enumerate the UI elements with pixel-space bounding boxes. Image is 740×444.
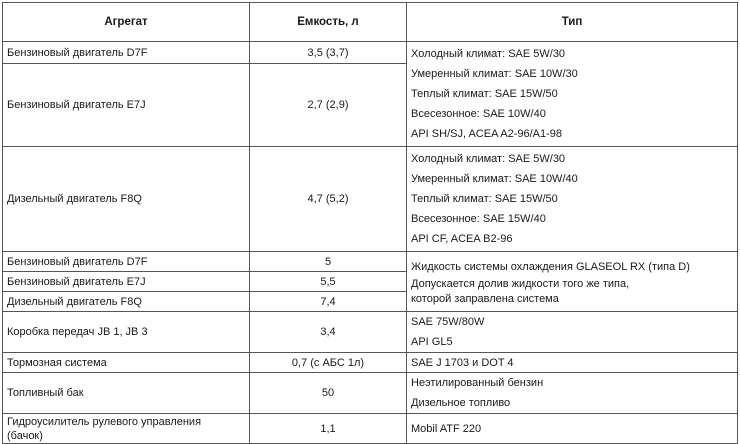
- table-row: [3, 252, 738, 272]
- type-cell-brakes: SAE J 1703 и DOT 4: [407, 353, 738, 373]
- unit-cell: Бензиновый двигатель E7J: [3, 64, 250, 147]
- capacity-cell: 3,4: [250, 312, 407, 353]
- type-line: Умеренный климат: SAE 10W/40: [411, 173, 578, 185]
- unit-cell: Тормозная система: [3, 353, 250, 373]
- capacity-cell: 5,5: [250, 272, 407, 292]
- unit-line: Гидроусилитель рулевого управления: [7, 415, 202, 428]
- capacity-cell: 2,7 (2,9): [250, 64, 407, 147]
- unit-cell: Коробка передач JB 1, JB 3: [3, 312, 250, 353]
- capacity-cell: 4,7 (5,2): [250, 147, 407, 252]
- type-line: Теплый климат: SAE 15W/50: [411, 193, 558, 205]
- unit-cell: Топливный бак: [3, 373, 250, 414]
- type-line: SAE 75W/80W: [411, 316, 485, 328]
- capacity-cell: 0,7 (с АБС 1л): [250, 353, 407, 373]
- type-cell-coolant: [407, 252, 738, 312]
- type-line: API CF, ACEA B2-96: [411, 233, 513, 245]
- type-line: Дизельное топливо: [411, 397, 511, 409]
- type-line: Всесезонное: SAE 10W/40: [411, 108, 546, 120]
- type-line: Жидкость системы охлаждения GLASEOL RX (типа D): [411, 260, 690, 273]
- table-row: [3, 414, 738, 444]
- unit-line: (бачок): [7, 429, 43, 442]
- unit-cell: [3, 414, 250, 444]
- unit-cell: Бензиновый двигатель D7F: [3, 252, 250, 272]
- table-row: [3, 312, 738, 353]
- capacity-cell: 1,1: [250, 414, 407, 444]
- type-line: Умеренный климат: SAE 10W/30: [411, 68, 578, 80]
- type-cell-fuel: [407, 373, 738, 414]
- unit-cell: Бензиновый двигатель E7J: [3, 272, 250, 292]
- type-cell-diesel-oil: [407, 147, 738, 252]
- table-row: [3, 147, 738, 252]
- type-line: Теплый климат: SAE 15W/50: [411, 88, 558, 100]
- type-line: API GL5: [411, 336, 453, 348]
- capacity-cell: 5: [250, 252, 407, 272]
- type-cell-steering: Mobil ATF 220: [407, 414, 738, 444]
- header-type: Тип: [407, 3, 738, 42]
- capacity-cell: 7,4: [250, 292, 407, 312]
- type-line: Холодный климат: SAE 5W/30: [411, 48, 566, 60]
- table-row: [3, 353, 738, 373]
- header-capacity: Емкость, л: [250, 3, 407, 42]
- header-unit: Агрегат: [3, 3, 250, 42]
- type-line: Холодный климат: SAE 5W/30: [411, 153, 566, 165]
- type-line: Всесезонное: SAE 15W/40: [411, 213, 546, 225]
- table-row: [3, 373, 738, 414]
- type-line: которой заправлена система: [411, 292, 559, 305]
- type-line: API SH/SJ, ACEA A2-96/A1-98: [411, 128, 563, 140]
- fluids-capacity-table: [2, 2, 738, 444]
- capacity-cell: 3,5 (3,7): [250, 42, 407, 64]
- type-line: Неэтилированный бензин: [411, 377, 544, 389]
- unit-cell: Бензиновый двигатель D7F: [3, 42, 250, 64]
- table-row: [3, 42, 738, 64]
- table-header-row: [3, 3, 738, 42]
- capacity-cell: 50: [250, 373, 407, 414]
- unit-cell: Дизельный двигатель F8Q: [3, 292, 250, 312]
- type-line: Допускается долив жидкости того же типа,: [411, 277, 630, 290]
- unit-cell: Дизельный двигатель F8Q: [3, 147, 250, 252]
- type-cell-gearbox: [407, 312, 738, 353]
- type-cell-petrol-oil: [407, 42, 738, 147]
